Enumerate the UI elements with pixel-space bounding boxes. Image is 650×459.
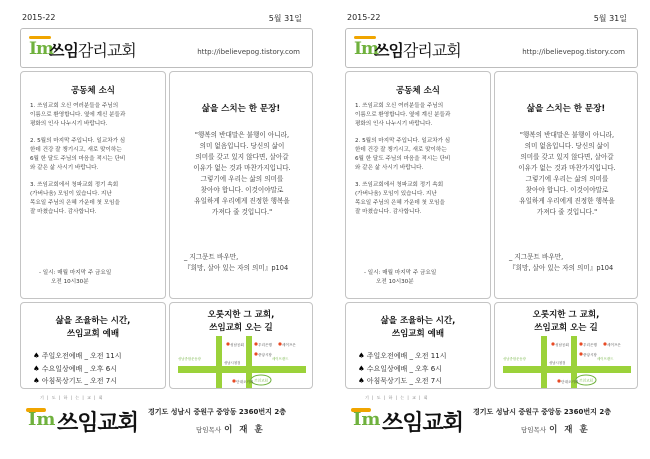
- footer-logo: [26, 395, 141, 435]
- footer-logo-im: Im: [353, 409, 381, 430]
- quote-box: [494, 71, 638, 299]
- map-label: 성남시청점: [224, 361, 241, 365]
- map-label: 우리은행: [258, 343, 272, 347]
- map-label: 중앙시장: [258, 353, 272, 357]
- service-item: ♠ 주일오전예배 _ 오전 11시: [33, 351, 122, 360]
- masthead: [345, 28, 638, 68]
- service-item: ♠ 수요일상예배 _ 오후 6시: [358, 363, 443, 373]
- church-address: 경기도 성남시 중원구 중앙동 2360번지 2층: [473, 408, 611, 416]
- meeting-schedule: - 일시: 매월 마지막 주 금요일 오전 10시30분: [39, 270, 112, 285]
- service-item: ♠ 주일오전예배 _ 오전 11시: [358, 351, 447, 360]
- news-item: 3. 쓰임교회에서 청파교회 정기 속회 (가버나움) 모임이 있습니다. 지난 목요일 주님의 은혜 가운데 첫 모임을 잘 마쳤습니다. 감사합니다.: [30, 182, 120, 215]
- service-list: [358, 350, 446, 388]
- quote-title: 삶을 스치는 한 문장!: [526, 104, 606, 114]
- map-label: 세이프은: [607, 343, 621, 347]
- quote-title: 삶을 스치는 한 문장!: [201, 104, 281, 114]
- content-grid: [345, 71, 638, 389]
- quote-box: [169, 71, 313, 299]
- map-road: [178, 366, 306, 373]
- bulletin-page-right: [325, 0, 650, 459]
- news-item: 1. 쓰임교회 오신 여러분들을 주님의 이름으로 환영합니다. 옆에 계신 분들과 평화의 인사 나누시기 바랍니다.: [355, 103, 451, 127]
- worship-box: [345, 302, 491, 389]
- map-label: 세이프랜드: [597, 357, 614, 361]
- logo-im: Im: [354, 39, 378, 59]
- community-news-box: [345, 71, 491, 299]
- footer-logo: [351, 395, 466, 435]
- issue-number: 2015-22: [347, 13, 381, 22]
- footer-tagline: 기 | 도 | 하 | 는 | 교 | 회: [40, 395, 104, 400]
- content-grid: [20, 71, 313, 389]
- spade-icon: ♠: [358, 363, 365, 373]
- footer-church-name: 쓰임교회: [382, 411, 464, 436]
- news-title: 공동체 소식: [70, 86, 115, 96]
- issue-date: 5월 31일: [268, 14, 302, 23]
- blog-url[interactable]: http://ibelievepog.tistory.com: [522, 48, 625, 56]
- news-item: 2. 5월의 마지막 주입니다. 일교차가 심 한데 건강 잘 챙기시고, 새로 맞이하는 6월 한 달도 주님의 마음을 적시는 단비 와 같은 삶 사시기 바랍니다.: [30, 138, 126, 171]
- spade-icon: ♠: [33, 376, 40, 385]
- map-label: 세이프은: [282, 343, 296, 347]
- issue-date: 5월 31일: [593, 14, 627, 23]
- spade-icon: ♠: [33, 351, 40, 360]
- masthead: [20, 28, 313, 68]
- service-item: ♠ 수요일상예배 _ 오후 6시: [33, 363, 118, 373]
- service-list: [33, 350, 121, 388]
- map-label: 단대오거리: [236, 380, 254, 384]
- spade-icon: ♠: [358, 351, 365, 360]
- directions-map: [501, 336, 633, 388]
- footer-tagline: 기 | 도 | 하 | 는 | 교 | 회: [365, 395, 429, 400]
- quote-text: "행복의 반대말은 불행이 아니라, 의미 없음입니다. 당신의 삶이 의미를 갖고 있지 않다면, 살아갈 이유가 없는 것과 마찬가지입니다. 그렇기에 우리는 삶의 의미를 찾아야 합니다. 이것이야말로 유일하게 우리에게 진정한 행복을 가져다 줄 것입니다.": [193, 131, 291, 216]
- news-list: [355, 102, 485, 225]
- map-label: 성남종합운동장: [503, 357, 526, 361]
- map-label: 성남종합운동장: [178, 357, 201, 361]
- directions-box: [169, 302, 313, 389]
- map-label: 쓰임교회: [254, 378, 268, 383]
- spade-icon: ♠: [33, 363, 40, 373]
- news-item: 1. 쓰임교회 오신 여러분들을 주님의 이름으로 환영합니다. 옆에 계신 분들과 평화의 인사 나누시기 바랍니다.: [30, 103, 126, 127]
- map-label: 우리은행: [583, 343, 597, 347]
- church-address: 경기도 성남시 중원구 중앙동 2360번지 2층: [148, 408, 286, 416]
- map-road: [541, 336, 547, 388]
- news-title: 공동체 소식: [395, 86, 440, 96]
- spade-icon: ♠: [358, 376, 365, 385]
- quote-source: _ 지그문트 바우만, 『희망, 살아 있는 자의 의미』p104: [184, 253, 289, 272]
- service-item: ♠ 아침묵상기도 _ 오전 7시: [358, 376, 443, 385]
- map-label: 단대오거리: [561, 380, 579, 384]
- pastor-info: 담임목사 이 재 훈: [196, 425, 265, 435]
- worship-box: [20, 302, 166, 389]
- map-label: 쓰임교회: [579, 378, 593, 383]
- directions-box: [494, 302, 638, 389]
- quote-source: _ 지그문트 바우만, 『희망, 살아 있는 자의 의미』p104: [509, 253, 614, 272]
- map-label: 세이프랜드: [272, 357, 289, 361]
- footer-church-name: 쓰임교회: [57, 411, 139, 436]
- directions-title: 오롯지한 그 교회, 쓰임교회 오는 길: [532, 310, 600, 333]
- issue-number: 2015-22: [22, 13, 56, 22]
- worship-title: 삶을 조율하는 시간, 쓰임교회 예배: [55, 316, 131, 339]
- map-road: [216, 336, 222, 388]
- pastor-info: 담임목사 이 재 훈: [521, 425, 590, 435]
- map-road: [503, 366, 631, 373]
- worship-title: 삶을 조율하는 시간, 쓰임교회 예배: [380, 316, 456, 339]
- community-news-box: [20, 71, 166, 299]
- news-list: [30, 102, 160, 225]
- map-label: 중앙시장: [583, 353, 597, 357]
- quote-text: "행복의 반대말은 불행이 아니라, 의미 없음입니다. 당신의 삶이 의미를 갖고 있지 않다면, 살아갈 이유가 없는 것과 마찬가지입니다. 그렇기에 우리는 삶의 의미를 찾아야 합니다. 이것이야말로 유일하게 우리에게 진정한 행복을 가져다 줄 것입니다.": [518, 131, 616, 216]
- service-item: ♠ 아침묵상기도 _ 오전 7시: [33, 376, 118, 385]
- directions-title: 오롯지한 그 교회, 쓰임교회 오는 길: [207, 310, 275, 333]
- map-label: 성남공회: [555, 343, 569, 347]
- meeting-schedule: - 일시: 매월 마지막 주 금요일 오전 10시30분: [364, 270, 437, 285]
- logo-im: Im: [29, 39, 53, 59]
- church-name: 쓰임감리교회: [49, 41, 136, 60]
- map-label: 성남시청점: [549, 361, 566, 365]
- church-name: 쓰임감리교회: [374, 41, 461, 60]
- blog-url[interactable]: http://ibelievepog.tistory.com: [197, 48, 300, 56]
- directions-map: [176, 336, 308, 388]
- news-item: 3. 쓰임교회에서 청파교회 정기 속회 (가버나움) 모임이 있습니다. 지난 목요일 주님의 은혜 가운데 첫 모임을 잘 마쳤습니다. 감사합니다.: [355, 182, 445, 215]
- map-label: 성남공회: [230, 343, 244, 347]
- footer-logo-im: Im: [28, 409, 56, 430]
- news-item: 2. 5월의 마지막 주입니다. 일교차가 심 한데 건강 잘 챙기시고, 새로 맞이하는 6월 한 달도 주님의 마음을 적시는 단비 와 같은 삶 사시기 바랍니다.: [355, 138, 451, 171]
